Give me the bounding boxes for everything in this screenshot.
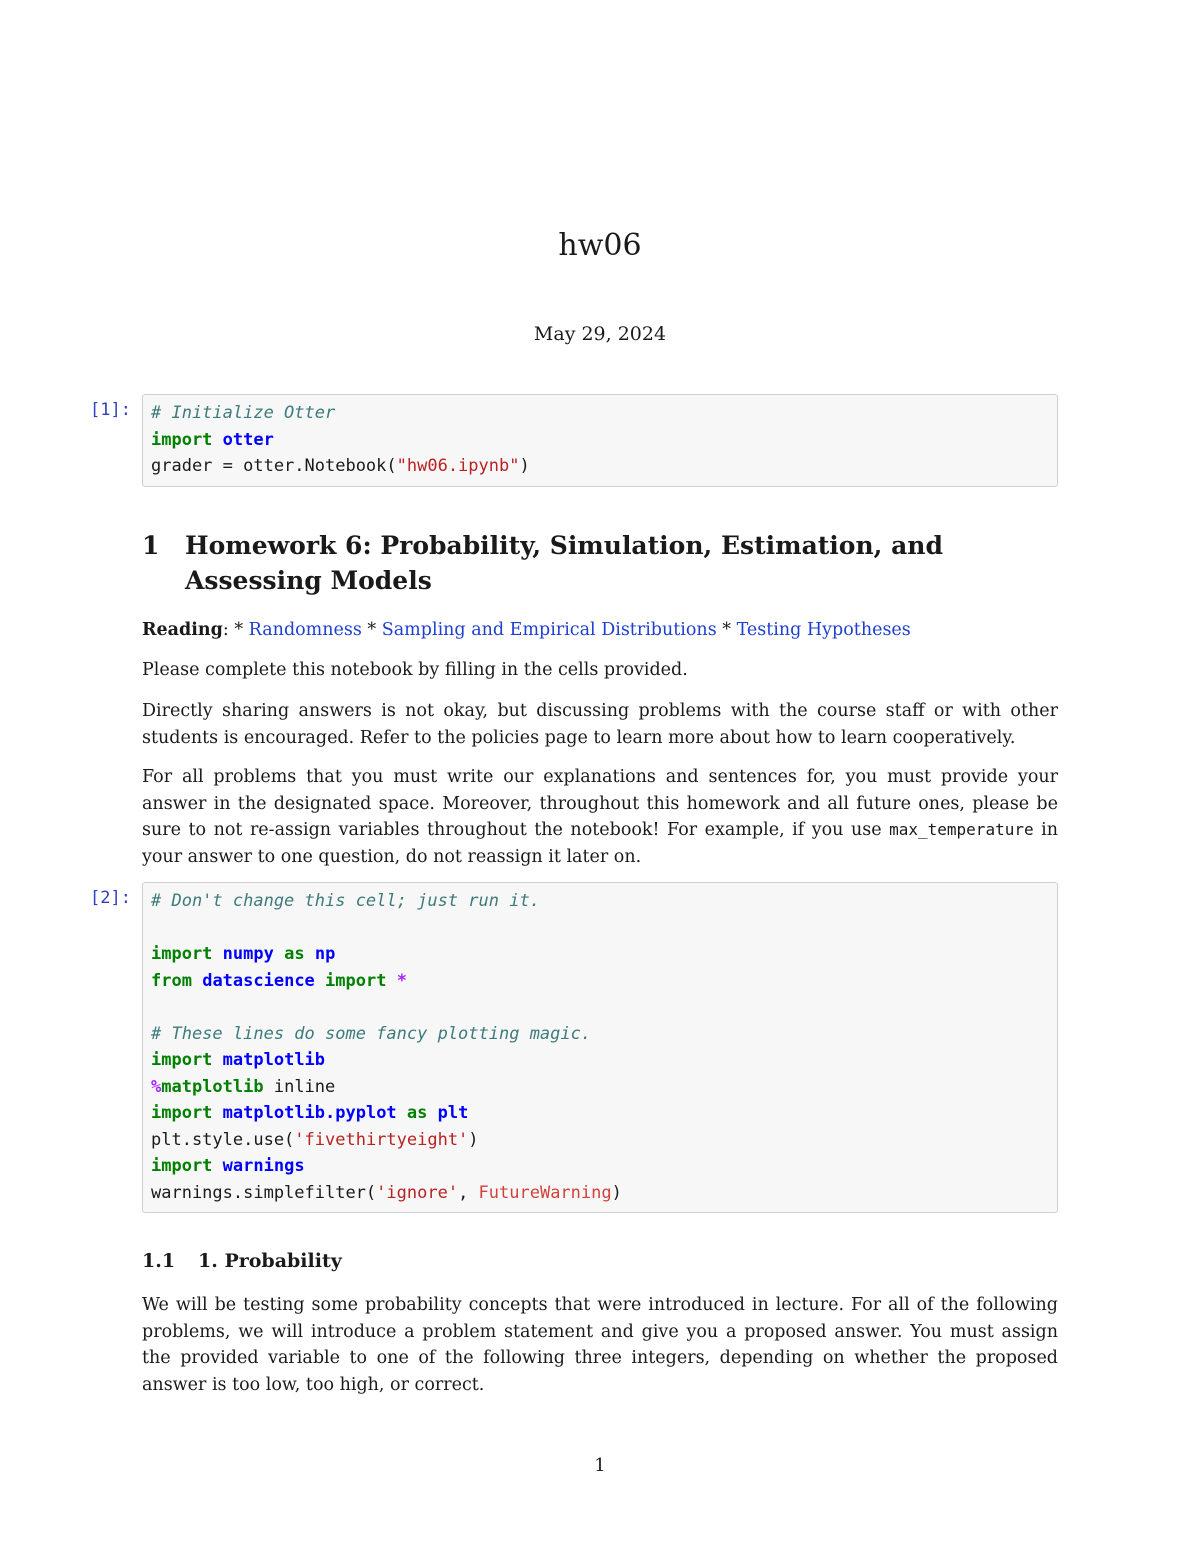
module-name: matplotlib.pyplot — [222, 1103, 397, 1123]
code-line — [151, 1021, 1049, 1048]
cell-prompt-1: [1]: — [90, 400, 131, 420]
code-cell-2[interactable] — [142, 882, 1058, 1213]
code-line — [151, 453, 1049, 480]
section-number: 1 — [142, 531, 160, 560]
code-line — [151, 968, 1049, 995]
section-heading-1-1 — [142, 1250, 342, 1272]
code-line — [151, 994, 1049, 1021]
module-name: plt — [437, 1103, 469, 1123]
section-number: 1.1 — [142, 1250, 176, 1272]
paragraph-text: For all problems that you must write our explanations and sentences for, you must provide your answer in the designated space. Moreover, throughout this homework and all future ones, please be sure to not re-assign variables throughout the notebook! For example, if you use — [142, 767, 1058, 840]
operator: * — [396, 970, 407, 991]
separator: * — [716, 620, 737, 640]
module-name: matplotlib — [222, 1050, 326, 1070]
document-title: hw06 — [558, 228, 642, 263]
keyword: import — [151, 429, 213, 450]
code-line — [151, 1047, 1049, 1074]
module-name: numpy — [222, 944, 274, 964]
code-text: ) — [468, 1129, 479, 1150]
module-name: warnings — [222, 1156, 305, 1176]
paragraph: Please complete this notebook by filling in the cells provided. — [142, 660, 688, 680]
separator: : * — [222, 620, 249, 640]
reading-label: Reading — [142, 620, 223, 640]
comment: # Initialize Otter — [151, 403, 336, 423]
string-literal: "hw06.ipynb" — [396, 456, 520, 476]
paragraph: Directly sharing answers is not okay, but discussing problems with the course staff or with other students is encouraged. Refer to the policies page to learn more about how to learn cooperatively. — [142, 701, 1058, 748]
document-date: May 29, 2024 — [533, 323, 667, 345]
keyword: as — [284, 944, 305, 964]
code-line — [151, 400, 1049, 427]
paragraph — [142, 764, 1058, 870]
keyword: import — [325, 970, 387, 991]
keyword: import — [151, 944, 213, 964]
keyword: as — [406, 1103, 428, 1123]
link-randomness[interactable]: Randomness — [248, 620, 362, 640]
keyword: import — [151, 1050, 213, 1070]
operator: % — [151, 1076, 162, 1097]
code-line — [151, 1153, 1049, 1180]
cell-prompt-2: [2]: — [90, 888, 131, 908]
code-text: grader = otter.Notebook( — [151, 456, 397, 476]
code-cell-1[interactable] — [142, 394, 1058, 487]
reading-line — [142, 617, 1058, 644]
code-line — [151, 915, 1049, 942]
inline-code: max_temperature — [889, 820, 1034, 839]
module-name: otter — [222, 429, 274, 450]
code-text: inline — [263, 1076, 336, 1097]
code-line — [151, 427, 1049, 454]
code-text: , — [458, 1182, 479, 1203]
keyword: import — [151, 1103, 213, 1123]
code-line — [151, 1127, 1049, 1154]
keyword: from — [151, 970, 192, 991]
keyword: matplotlib — [161, 1076, 264, 1097]
section-title: 1. Probability — [198, 1250, 342, 1272]
paragraph: We will be testing some probability concepts that were introduced in lecture. For all of the following problems, we will introduce a problem statement and give you a proposed answer. You must assign the provided variable to one of the following three integers, depending on whether the proposed answer is too low, too high, or correct. — [142, 1295, 1058, 1395]
code-text: plt.style.use( — [151, 1129, 295, 1150]
code-text: warnings.simplefilter( — [151, 1182, 377, 1203]
string-literal: 'fivethirtyeight' — [294, 1129, 469, 1150]
link-sampling[interactable]: Sampling and Empirical Distributions — [381, 620, 717, 640]
link-testing-hypotheses[interactable]: Testing Hypotheses — [736, 620, 911, 640]
comment: # Don't change this cell; just run it. — [151, 891, 540, 911]
section-title: Homework 6: Probability, Simulation, Estimation, and Assessing Models — [185, 531, 943, 595]
module-name: datascience — [202, 970, 315, 991]
code-text: ) — [611, 1182, 622, 1203]
code-line — [151, 1074, 1049, 1101]
code-line — [151, 1180, 1049, 1207]
code-line — [151, 1100, 1049, 1127]
code-text: ) — [519, 456, 530, 476]
exception-name: FutureWarning — [478, 1182, 612, 1203]
comment: # These lines do some fancy plotting magic. — [151, 1023, 592, 1044]
module-name: np — [314, 944, 336, 964]
paragraph-text: in your answer to one question, do not reassign it later on. — [142, 820, 1058, 867]
code-line — [151, 941, 1049, 968]
string-literal: 'ignore' — [376, 1182, 459, 1203]
separator: * — [361, 620, 382, 640]
page-number: 1 — [594, 1455, 606, 1476]
keyword: import — [151, 1156, 213, 1176]
code-line — [151, 888, 1049, 915]
